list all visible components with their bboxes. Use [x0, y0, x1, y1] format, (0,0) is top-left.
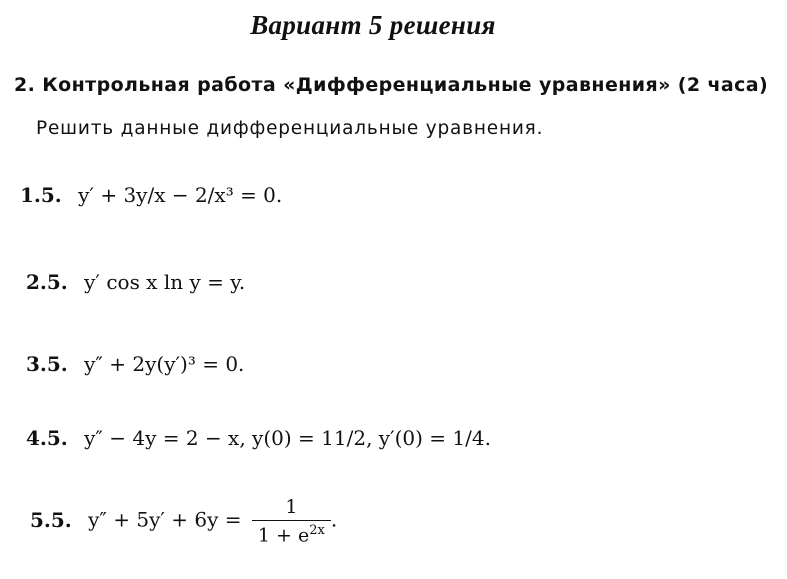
task-4 — [26, 426, 491, 450]
task-equation: y′ cos x ln y = y. — [84, 270, 246, 294]
task-number: 2.5. — [26, 270, 68, 294]
task-1 — [20, 183, 282, 207]
task-number: 3.5. — [26, 352, 68, 376]
task-number: 4.5. — [26, 426, 68, 450]
task-equation-lhs: y″ + 5y′ + 6y = — [88, 507, 242, 532]
task-number: 1.5. — [20, 183, 62, 207]
task-trailing-period: . — [330, 507, 338, 532]
task-5 — [30, 496, 337, 546]
fraction-denominator — [252, 520, 331, 546]
fraction-numerator: 1 — [285, 496, 298, 518]
page-title: Вариант 5 решения — [250, 10, 496, 40]
section-heading: 2. Контрольная работа «Дифференциальные уравнения» (2 часа) — [14, 74, 769, 96]
task-equation: y″ − 4y = 2 − x, y(0) = 11/2, y′(0) = 1/4. — [84, 426, 491, 450]
denominator-exponent: 2x — [309, 523, 325, 538]
fraction — [252, 496, 331, 546]
instruction-text: Решить данные дифференциальные уравнения. — [36, 118, 544, 139]
task-equation: y″ + 2y(y′)³ = 0. — [84, 352, 245, 376]
task-2 — [26, 270, 245, 294]
denominator-base: 1 + e — [257, 524, 310, 547]
task-number: 5.5. — [30, 507, 72, 532]
task-equation: y′ + 3y/x − 2/x³ = 0. — [78, 183, 283, 207]
task-3 — [26, 352, 244, 376]
